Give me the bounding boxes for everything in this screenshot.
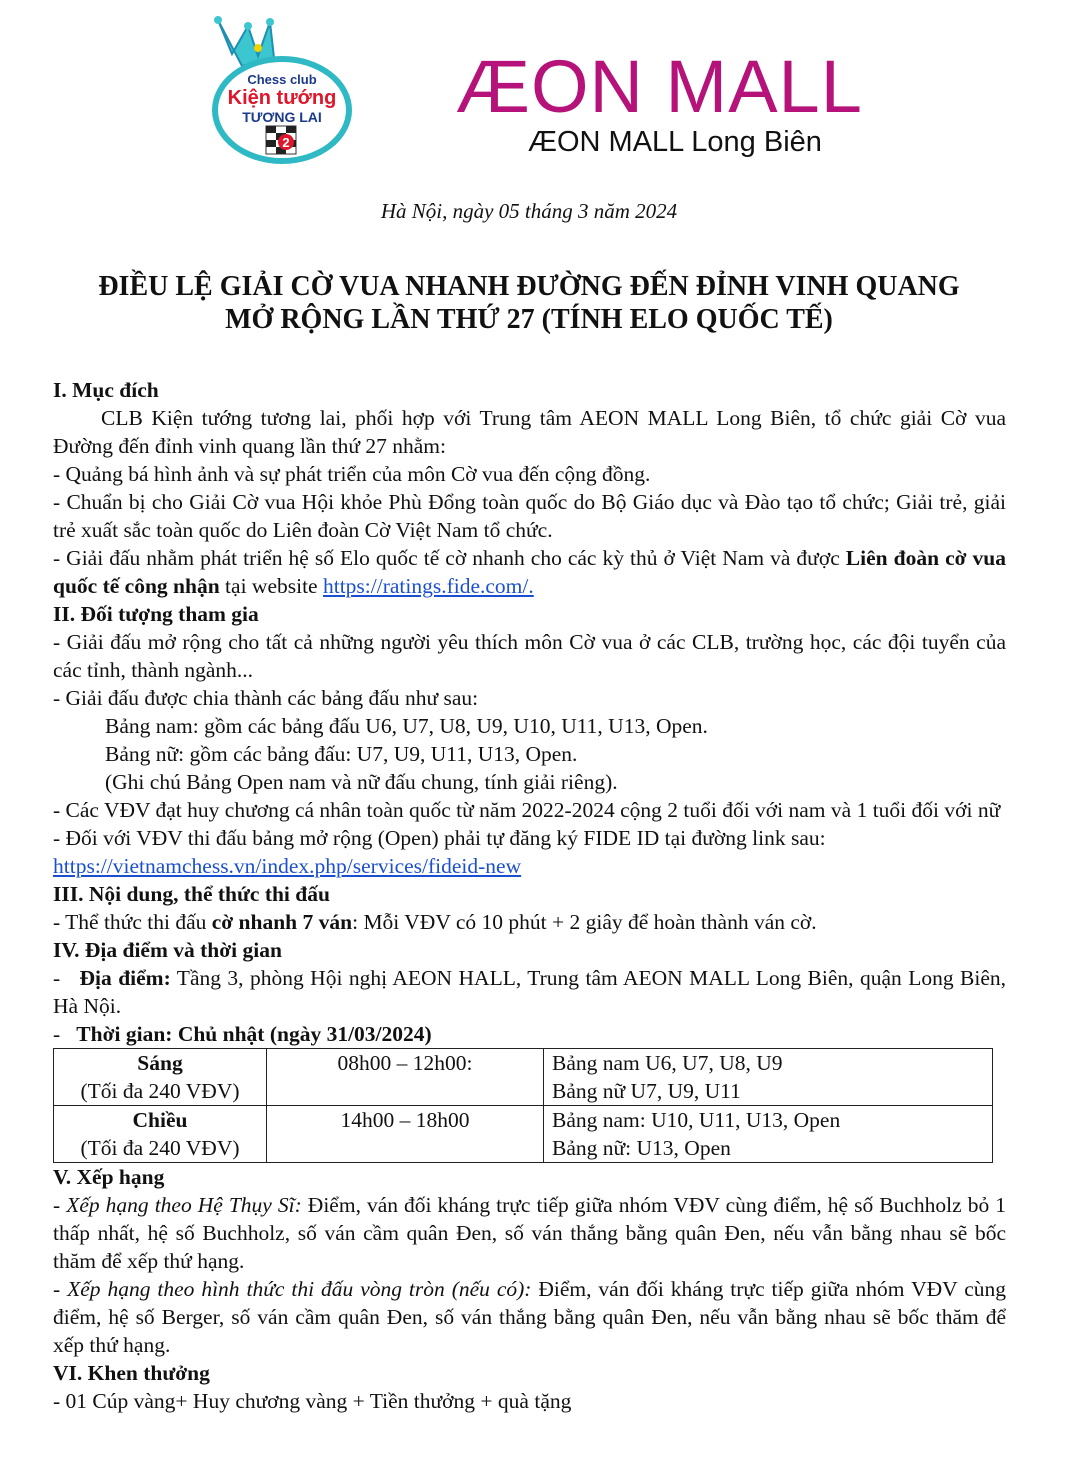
section-5-round-robin: - Xếp hạng theo hình thức thi đấu vòng tròn (nếu có): Điểm, ván đối kháng trực tiếp giữa nhóm VĐV cùng điểm, hệ số Berger, số ván cầm quân Đen, số ván thắng bằng quân Đen, nếu vẫn bằng nhau sẽ bốc thăm để xếp thứ hạng. [53,1277,1006,1357]
groups-cell: Bảng nam: U10, U11, U13, Open Bảng nữ: U13, Open [544,1106,993,1163]
section-2-bullet-4: - Đối với VĐV thi đấu bảng mở rộng (Open) phải tự đăng ký FIDE ID tại đường link sau: [53,826,826,850]
section-1-bullet-3: - Giải đấu nhằm phát triển hệ số Elo quốc tế cờ nhanh cho các kỳ thủ ở Việt Nam và được Liên đoàn cờ vua quốc tế công nhận tại website https://ratings.fide.com/. [53,546,1006,598]
section-2-women-groups: Bảng nữ: gồm các bảng đấu: U7, U9, U11, U13, Open. [105,742,578,766]
section-1-bullet-1: - Quảng bá hình ảnh và sự phát triển của môn Cờ vua đến cộng đồng. [53,462,651,486]
section-1-bullet-2: - Chuẩn bị cho Giải Cờ vua Hội khỏe Phù Đổng toàn quốc do Bộ Giáo dục và Đào tạo tổ chức; Giải trẻ, giải trẻ xuất sắc toàn quốc do Liên đoàn Cờ Việt Nam tổ chức. [53,490,1006,542]
section-4-time: - Thời gian: Chủ nhật (ngày 31/03/2024) [53,1022,432,1046]
fide-recognition: Liên đoàn cờ vua quốc tế công nhận [53,546,1006,598]
section-4-place: - Địa điểm: Tầng 3, phòng Hội nghị AEON HALL, Trung tâm AEON MALL Long Biên, quận Long Biên, Hà Nội. [53,966,1007,1018]
section-2-bullet-3: - Các VĐV đạt huy chương cá nhân toàn quốc từ năm 2022-2024 cộng 2 tuổi đối với nam và 1 tuổi đối với nữ [53,798,1001,822]
section-5-heading: V. Xếp hạng [53,1165,165,1189]
svg-text:TƯƠNG LAI: TƯƠNG LAI [242,109,322,125]
fide-id-register-link[interactable]: https://vietnamchess.vn/index.php/services/fideid-new [53,854,522,878]
time-cell: 14h00 – 18h00 [267,1106,544,1163]
session-cell: Chiều (Tối đa 240 VĐV) [54,1106,267,1163]
schedule-table [53,1048,993,1163]
svg-text:Kiện tướng: Kiện tướng [227,87,337,109]
table-row [54,1106,993,1163]
section-2-men-groups: Bảng nam: gồm các bảng đấu U6, U7, U8, U9, U10, U11, U13, Open. [105,714,708,738]
fide-ratings-link[interactable]: https://ratings.fide.com/. [322,574,534,598]
section-1-heading: I. Mục đích [53,378,159,402]
aeon-mall-logo [456,45,906,166]
time-cell: 08h00 – 12h00: [267,1049,544,1106]
section-2-heading: II. Đối tượng tham gia [53,602,259,626]
document-title [0,270,1058,336]
section-3-heading: III. Nội dung, thể thức thi đấu [53,882,330,906]
title-line-2: MỞ RỘNG LẦN THỨ 27 (TÍNH ELO QUỐC TẾ) [225,304,833,335]
svg-text:Chess club: Chess club [247,72,317,87]
section-4-heading: IV. Địa điểm và thời gian [53,938,282,962]
dateline: Hà Nội, ngày 05 tháng 3 năm 2024 [380,199,678,223]
chess-club-logo [198,14,366,170]
title-line-1: ĐIỀU LỆ GIẢI CỜ VUA NHANH ĐƯỜNG ĐẾN ĐỈNH VINH QUANG [98,271,960,302]
document-body [53,376,1006,1415]
groups-cell: Bảng nam U6, U7, U8, U9 Bảng nữ U7, U9, U11 [544,1049,993,1106]
section-1-intro: CLB Kiện tướng tương lai, phối hợp với Trung tâm AEON MALL Long Biên, tổ chức giải Cờ vua Đường đến đỉnh vinh quang lần thứ 27 nhằm: [53,406,1006,458]
table-row [54,1049,993,1106]
aeon-mall-long-bien-wordmark: ÆON MALL Long Biên [528,126,822,158]
svg-text:2: 2 [282,135,290,150]
session-cell: Sáng (Tối đa 240 VĐV) [54,1049,267,1106]
section-3-format: - Thể thức thi đấu cờ nhanh 7 ván: Mỗi VĐV có 10 phút + 2 giây để hoàn thành ván cờ. [53,910,817,934]
section-2-note: (Ghi chú Bảng Open nam và nữ đấu chung, tính giải riêng). [105,770,618,794]
section-5-swiss: - Xếp hạng theo Hệ Thụy Sĩ: Điểm, ván đối kháng trực tiếp giữa nhóm VĐV cùng điểm, hệ số Buchholz bỏ 1 thấp nhất, hệ số Buchholz, số ván cầm quân Đen, số ván thắng bằng quân Đen, nếu vẫn bằng nhau sẽ bốc thăm để xếp thứ hạng. [53,1193,1006,1273]
section-2-bullet-2: - Giải đấu được chia thành các bảng đấu như sau: [53,686,479,710]
section-2-bullet-1: - Giải đấu mở rộng cho tất cả những người yêu thích môn Cờ vua ở các CLB, trường học, các đội tuyển của các tỉnh, thành ngành... [53,630,1006,682]
section-6-bullet-1: - 01 Cúp vàng+ Huy chương vàng + Tiền thưởng + quà tặng [53,1389,572,1413]
aeon-mall-wordmark: ÆON MALL [456,45,863,128]
section-6-heading: VI. Khen thưởng [53,1361,210,1385]
